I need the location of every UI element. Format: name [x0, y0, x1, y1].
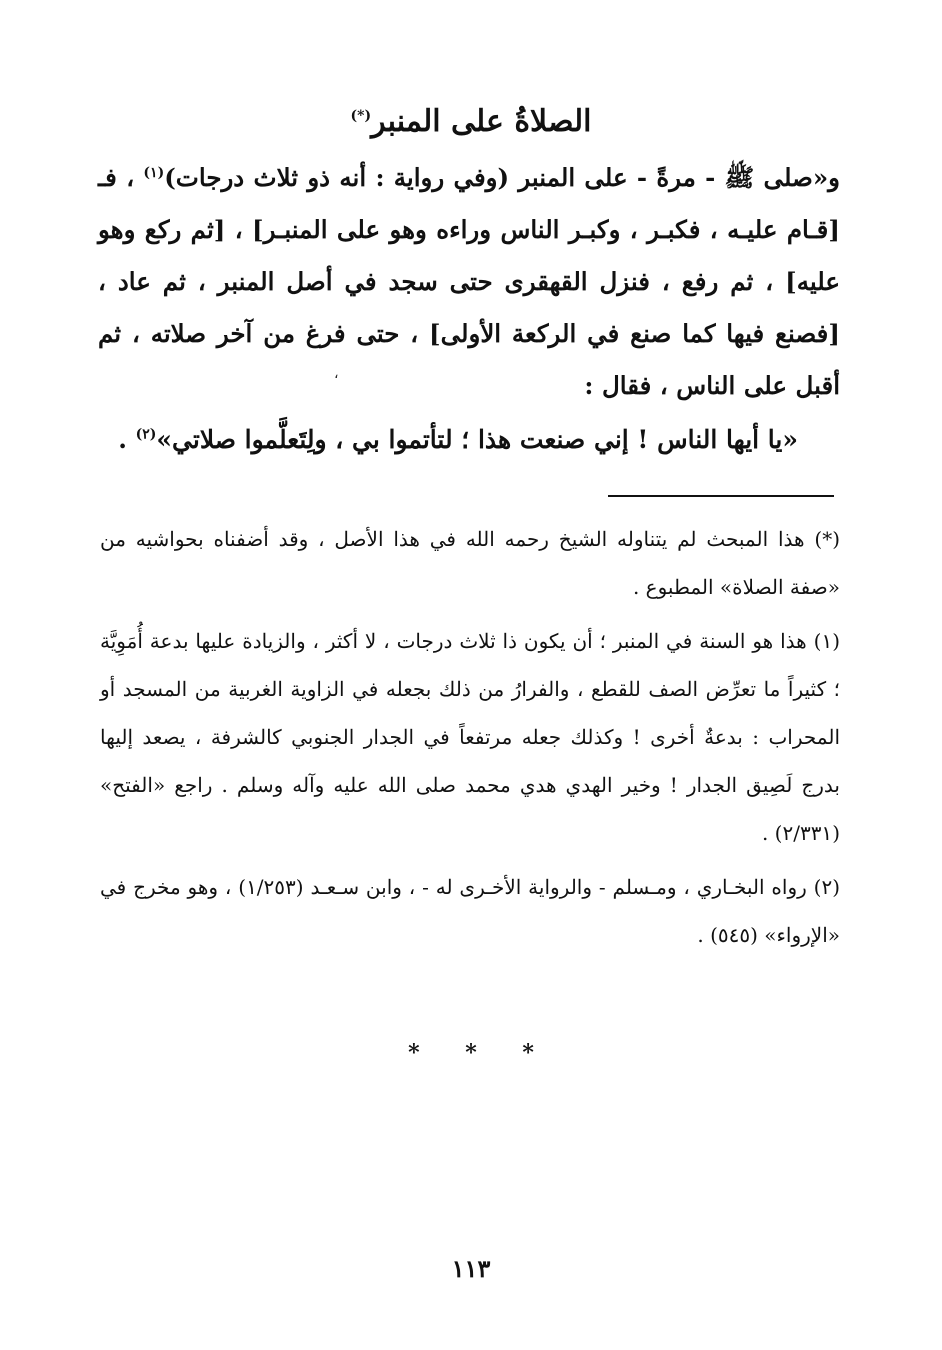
footnote-1: (١) هذا هو السنة في المنبر ؛ أن يكون ذا ثلاث درجات ، لا أكثر ، والزيادة عليها بدعة أُمَوِيَّة ؛ كثيراً ما تعرِّض الصف للقطع ، والفرارُ من ذلك بجعله في الزاوية الغربية من المسجد أو المحراب : بدعةٌ أخرى ! وكذلك جعله مرتفعاً في الجدار الجنوبي كالشرفة ، يصعد إليها بدرج لَصِيق الجدار ! وخير الهدي هدي محمد صلى الله عليه وآله وسلم . راجع «الفتح» (٢/٣٣١) .: [100, 629, 840, 845]
main-paragraph-text: [98, 152, 840, 412]
main-paragraph: [98, 152, 840, 412]
main-paragraph-rest: ، فـ [قـام عليـه ، فكبـر ، وكبـر الناس وراءه وهو على المنبـر] ، [ثم ركع وهو عليه] ، ثم رفع ، فنزل القهقرى حتى سجد في أصل المنبر ، ثم عاد ، [فصنع فيها كما صنع في الركعة الأولى] ، حتى فرغ من آخر صلاته ، ثم أقبل على الناس ، فقال :: [98, 163, 840, 400]
footnotes: [100, 515, 840, 959]
hadith-quote: [98, 414, 798, 466]
footnote-separator: [608, 495, 834, 497]
section-ornament: * * *: [408, 1040, 534, 1066]
hadith-quote-text: «يا أيها الناس ! إني صنعت هذا ؛ لتأتموا بي ، ولِتَعلَّموا صلاتي»: [156, 425, 798, 454]
stray-mark: ،: [334, 366, 339, 382]
main-footnote-ref-1: (١): [143, 164, 165, 181]
page-number: ١١٣: [451, 1254, 491, 1283]
main-paragraph-start: و«صلى ﷺ - مرةً - على المنبر (وفي رواية : أنه ذو ثلاث درجات): [164, 163, 841, 192]
footnote-star: (*) هذا المبحث لم يتناوله الشيخ رحمه الله في هذا الأصل ، وقد أضفناه بحواشيه من «صفة الصلاة» المطبوع .: [100, 527, 840, 599]
heading-footnote-marker: (*): [350, 108, 372, 124]
footnote-2: (٢) رواه البخـاري ، ومـسلم - والرواية الأخـرى له - ، وابن سـعـد (١/٢٥٣) ، وهو مخرج في «الإرواء» (٥٤٥) .: [100, 875, 841, 947]
quote-end: .: [118, 425, 136, 454]
quote-footnote-ref-2: (٢): [135, 426, 157, 443]
heading-title: الصلاةُ على المنبر: [371, 104, 592, 139]
page-heading: [0, 100, 942, 144]
